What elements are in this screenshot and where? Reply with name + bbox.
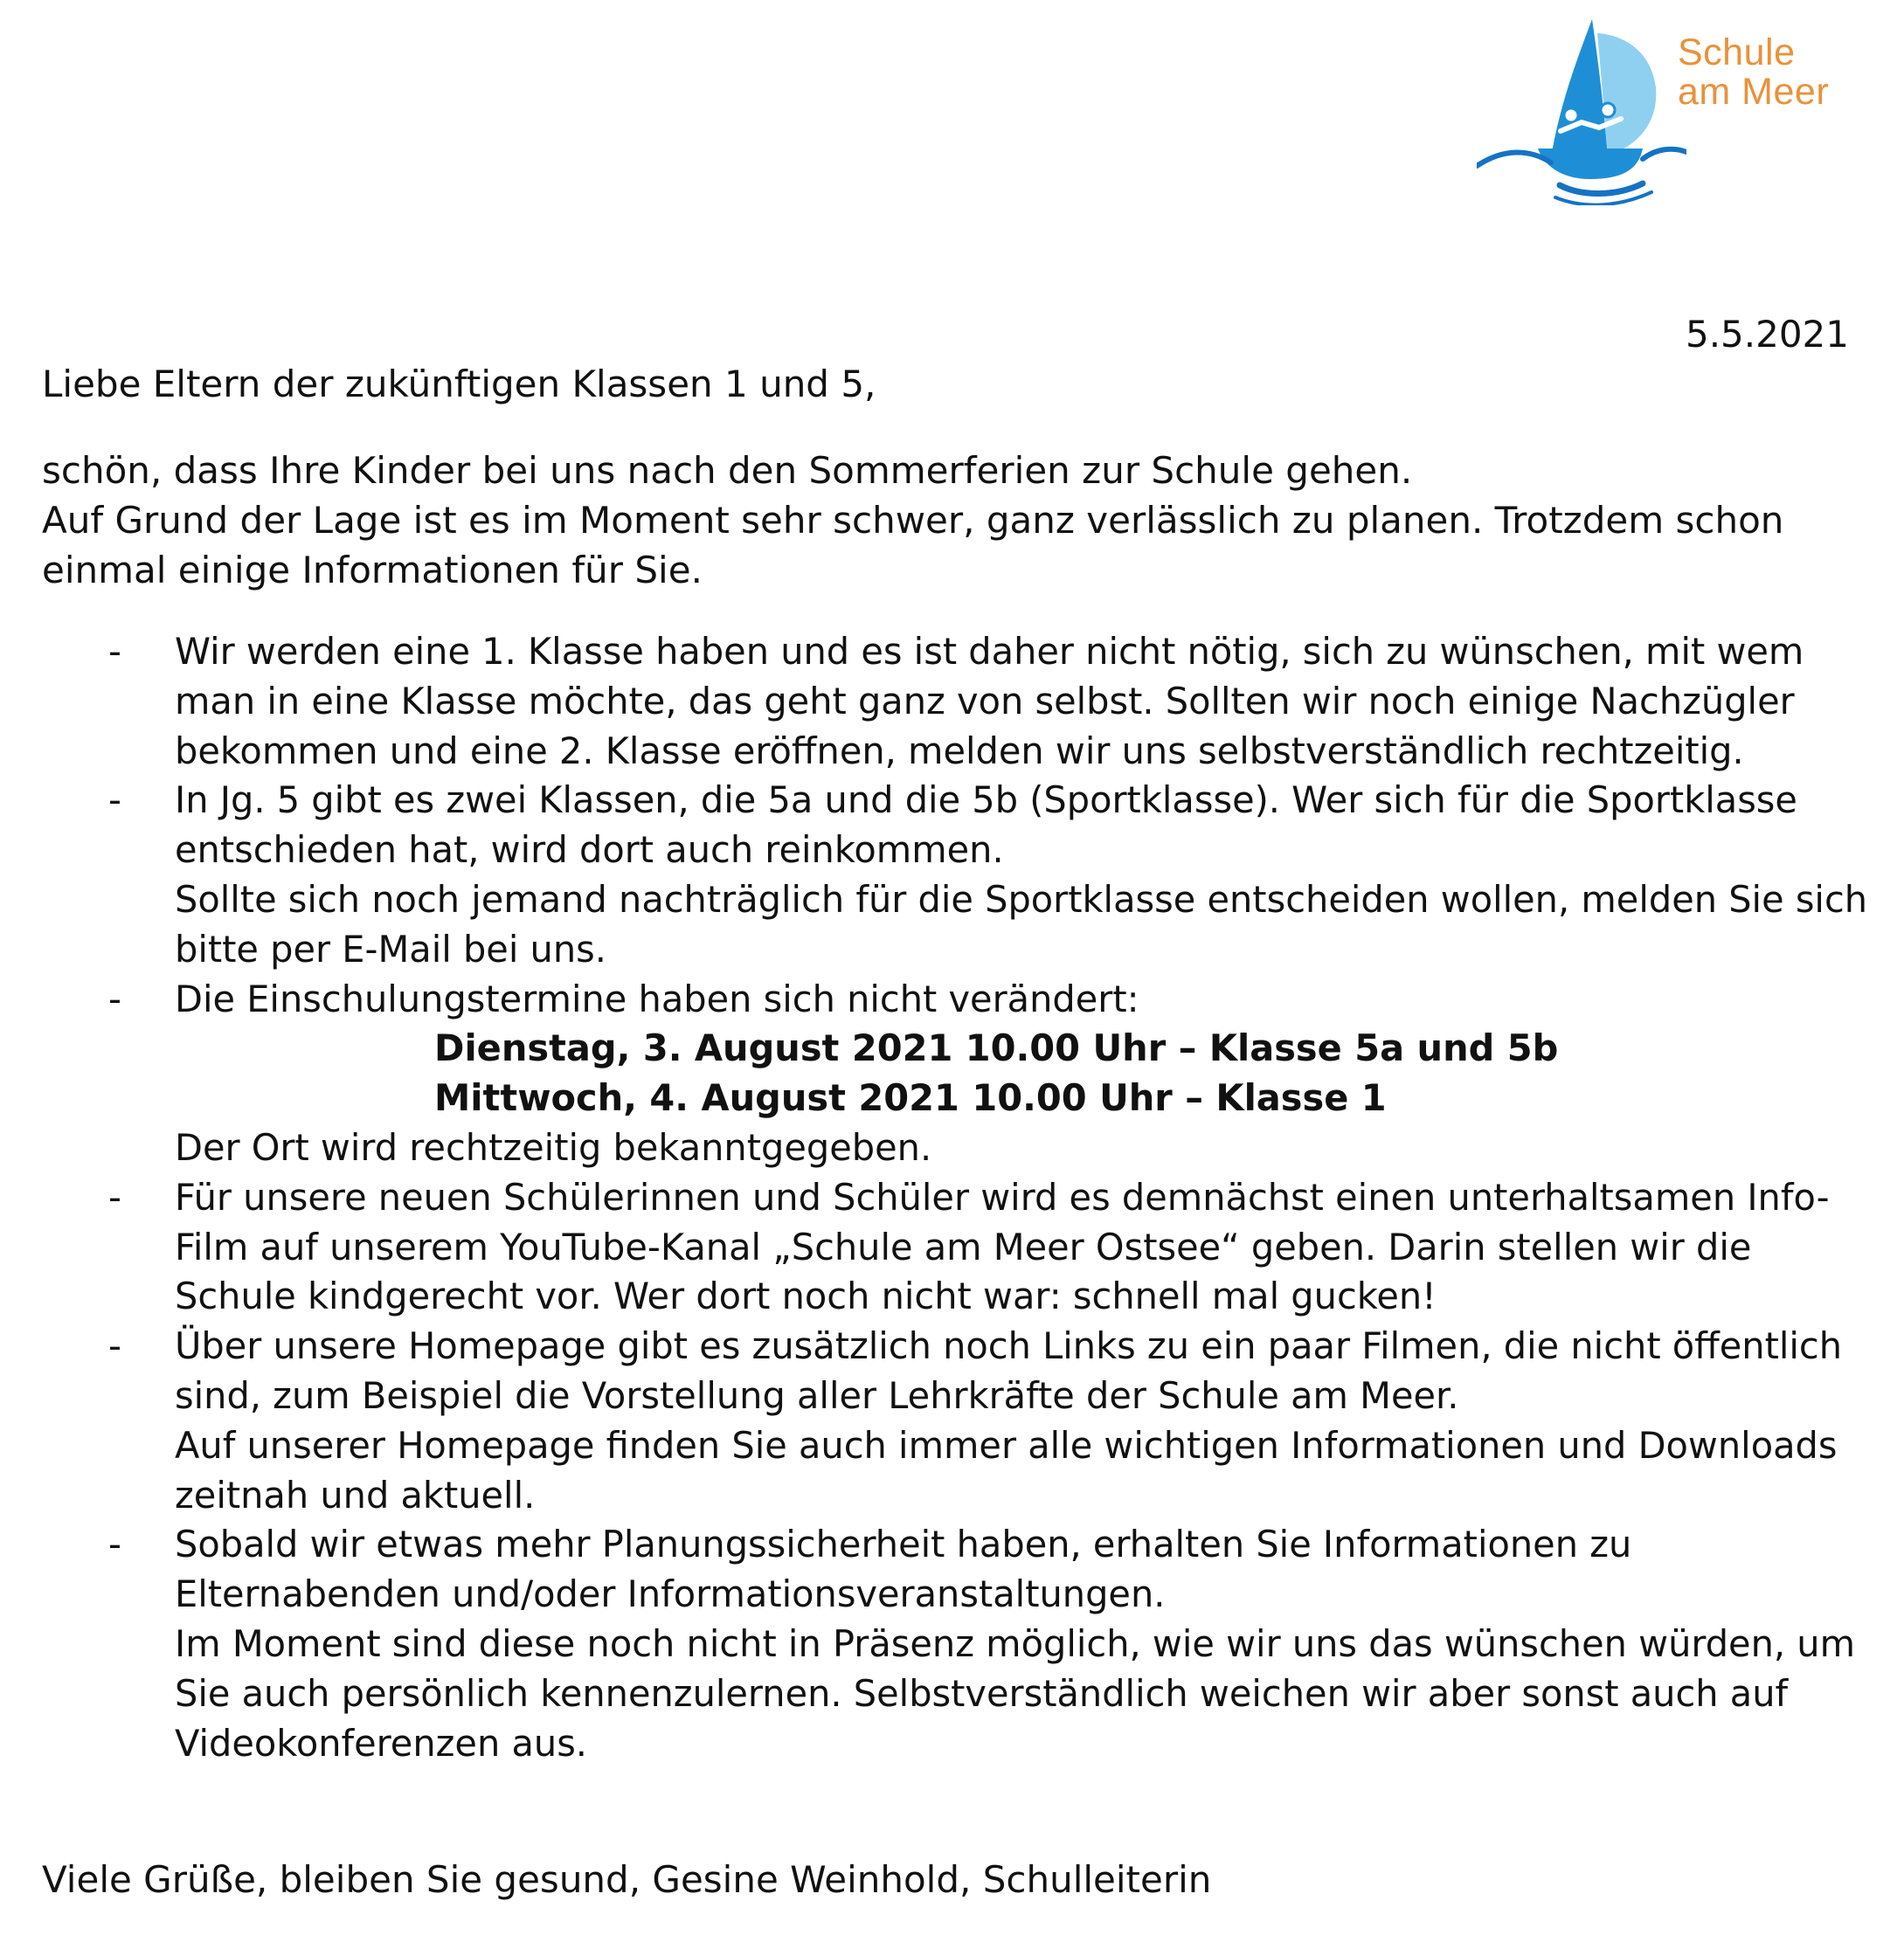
intro-line: Auf Grund der Lage ist es im Moment sehr schwer, ganz verlässlich zu planen. Trotzdem schon einmal einige Informationen für Sie. [42,499,1784,591]
list-item [42,627,1868,776]
salutation: Liebe Eltern der zukünftigen Klassen 1 und 5, [42,363,876,405]
bullet-dash: - [108,630,121,673]
bullet-dash: - [108,1324,121,1368]
list-item-text: In Jg. 5 gibt es zwei Klassen, die 5a und die 5b (Sportklasse). Wer sich für die Sportklasse entschieden hat, wird dort auch reinkommen. [175,778,1797,872]
list-item-text: Sobald wir etwas mehr Planungssicherheit haben, erhalten Sie Informationen zu Elternabenden und/oder Informationsveranstaltungen. [175,1523,1632,1616]
logo-line-2: am Meer [1678,71,1830,113]
bullet-dash: - [108,1175,121,1219]
intro-line: schön, dass Ihre Kinder bei uns nach den Sommerferien zur Schule gehen. [42,449,1413,492]
enrollment-dates [175,1024,1868,1123]
sailboat-logo-icon [1477,17,1686,205]
logo-line-1: Schule [1678,31,1796,73]
list-item-text: Der Ort wird rechtzeitig bekanntgegeben. [175,1125,932,1169]
enrollment-date-5: Dienstag, 3. August 2021 10.00 Uhr – Klasse 5a und 5b [434,1026,1559,1070]
closing-signature: Viele Grüße, bleiben Sie gesund, Gesine Weinhold, Schulleiterin [42,1858,1212,1901]
list-item-text: Über unsere Homepage gibt es zusätzlich noch Links zu ein paar Filmen, die nicht öffentlich sind, zum Beispiel die Vorstellung aller Lehrkräfte der Schule am Meer. [175,1324,1843,1417]
list-item-text: Auf unserer Homepage finden Sie auch immer alle wichtigen Informationen und Downloads zeitnah und aktuell. [175,1423,1838,1517]
letter-date: 5.5.2021 [1685,313,1849,356]
bullet-dash: - [108,977,121,1020]
bullet-dash: - [108,778,121,822]
school-logo [1477,17,1852,205]
list-item [42,1520,1868,1768]
enrollment-date-1: Mittwoch, 4. August 2021 10.00 Uhr – Klasse 1 [434,1076,1387,1120]
list-item-text: Die Einschulungstermine haben sich nicht verändert: [175,977,1139,1020]
list-item-text: Für unsere neuen Schülerinnen und Schüler wird es demnächst einen unterhaltsamen Info-Film auf unserem YouTube-Kanal „Schule am Meer Ostsee“ geben. Darin stellen wir die Schule kindgerecht vor. Wer dort noch nicht war: schnell mal gucken! [175,1175,1830,1318]
list-item-text: Sollte sich noch jemand nachträglich für die Sportklasse entscheiden wollen, melden Sie sich bitte per E-Mail bei uns. [175,877,1868,971]
info-list [42,627,1868,1768]
logo-wordmark [1678,33,1829,112]
list-item [42,975,1868,1173]
list-item [42,1322,1868,1520]
intro-paragraph [42,446,1851,595]
list-item [42,776,1868,974]
list-item-text: Wir werden eine 1. Klasse haben und es ist daher nicht nötig, sich zu wünschen, mit wem man in eine Klasse möchte, das geht ganz von selbst. Sollten wir noch einige Nachzügler bekommen und eine 2. Klasse eröffnen, melden wir uns selbstverständlich rechtzeitig. [175,630,1804,772]
list-item-text: Im Moment sind diese noch nicht in Präsenz möglich, wie wir uns das wünschen würden, um Sie auch persönlich kennenzulernen. Selbstverständlich weichen wir aber sonst auch auf Videokonferenzen aus. [175,1621,1856,1765]
list-item [42,1173,1868,1322]
bullet-dash: - [108,1523,121,1566]
